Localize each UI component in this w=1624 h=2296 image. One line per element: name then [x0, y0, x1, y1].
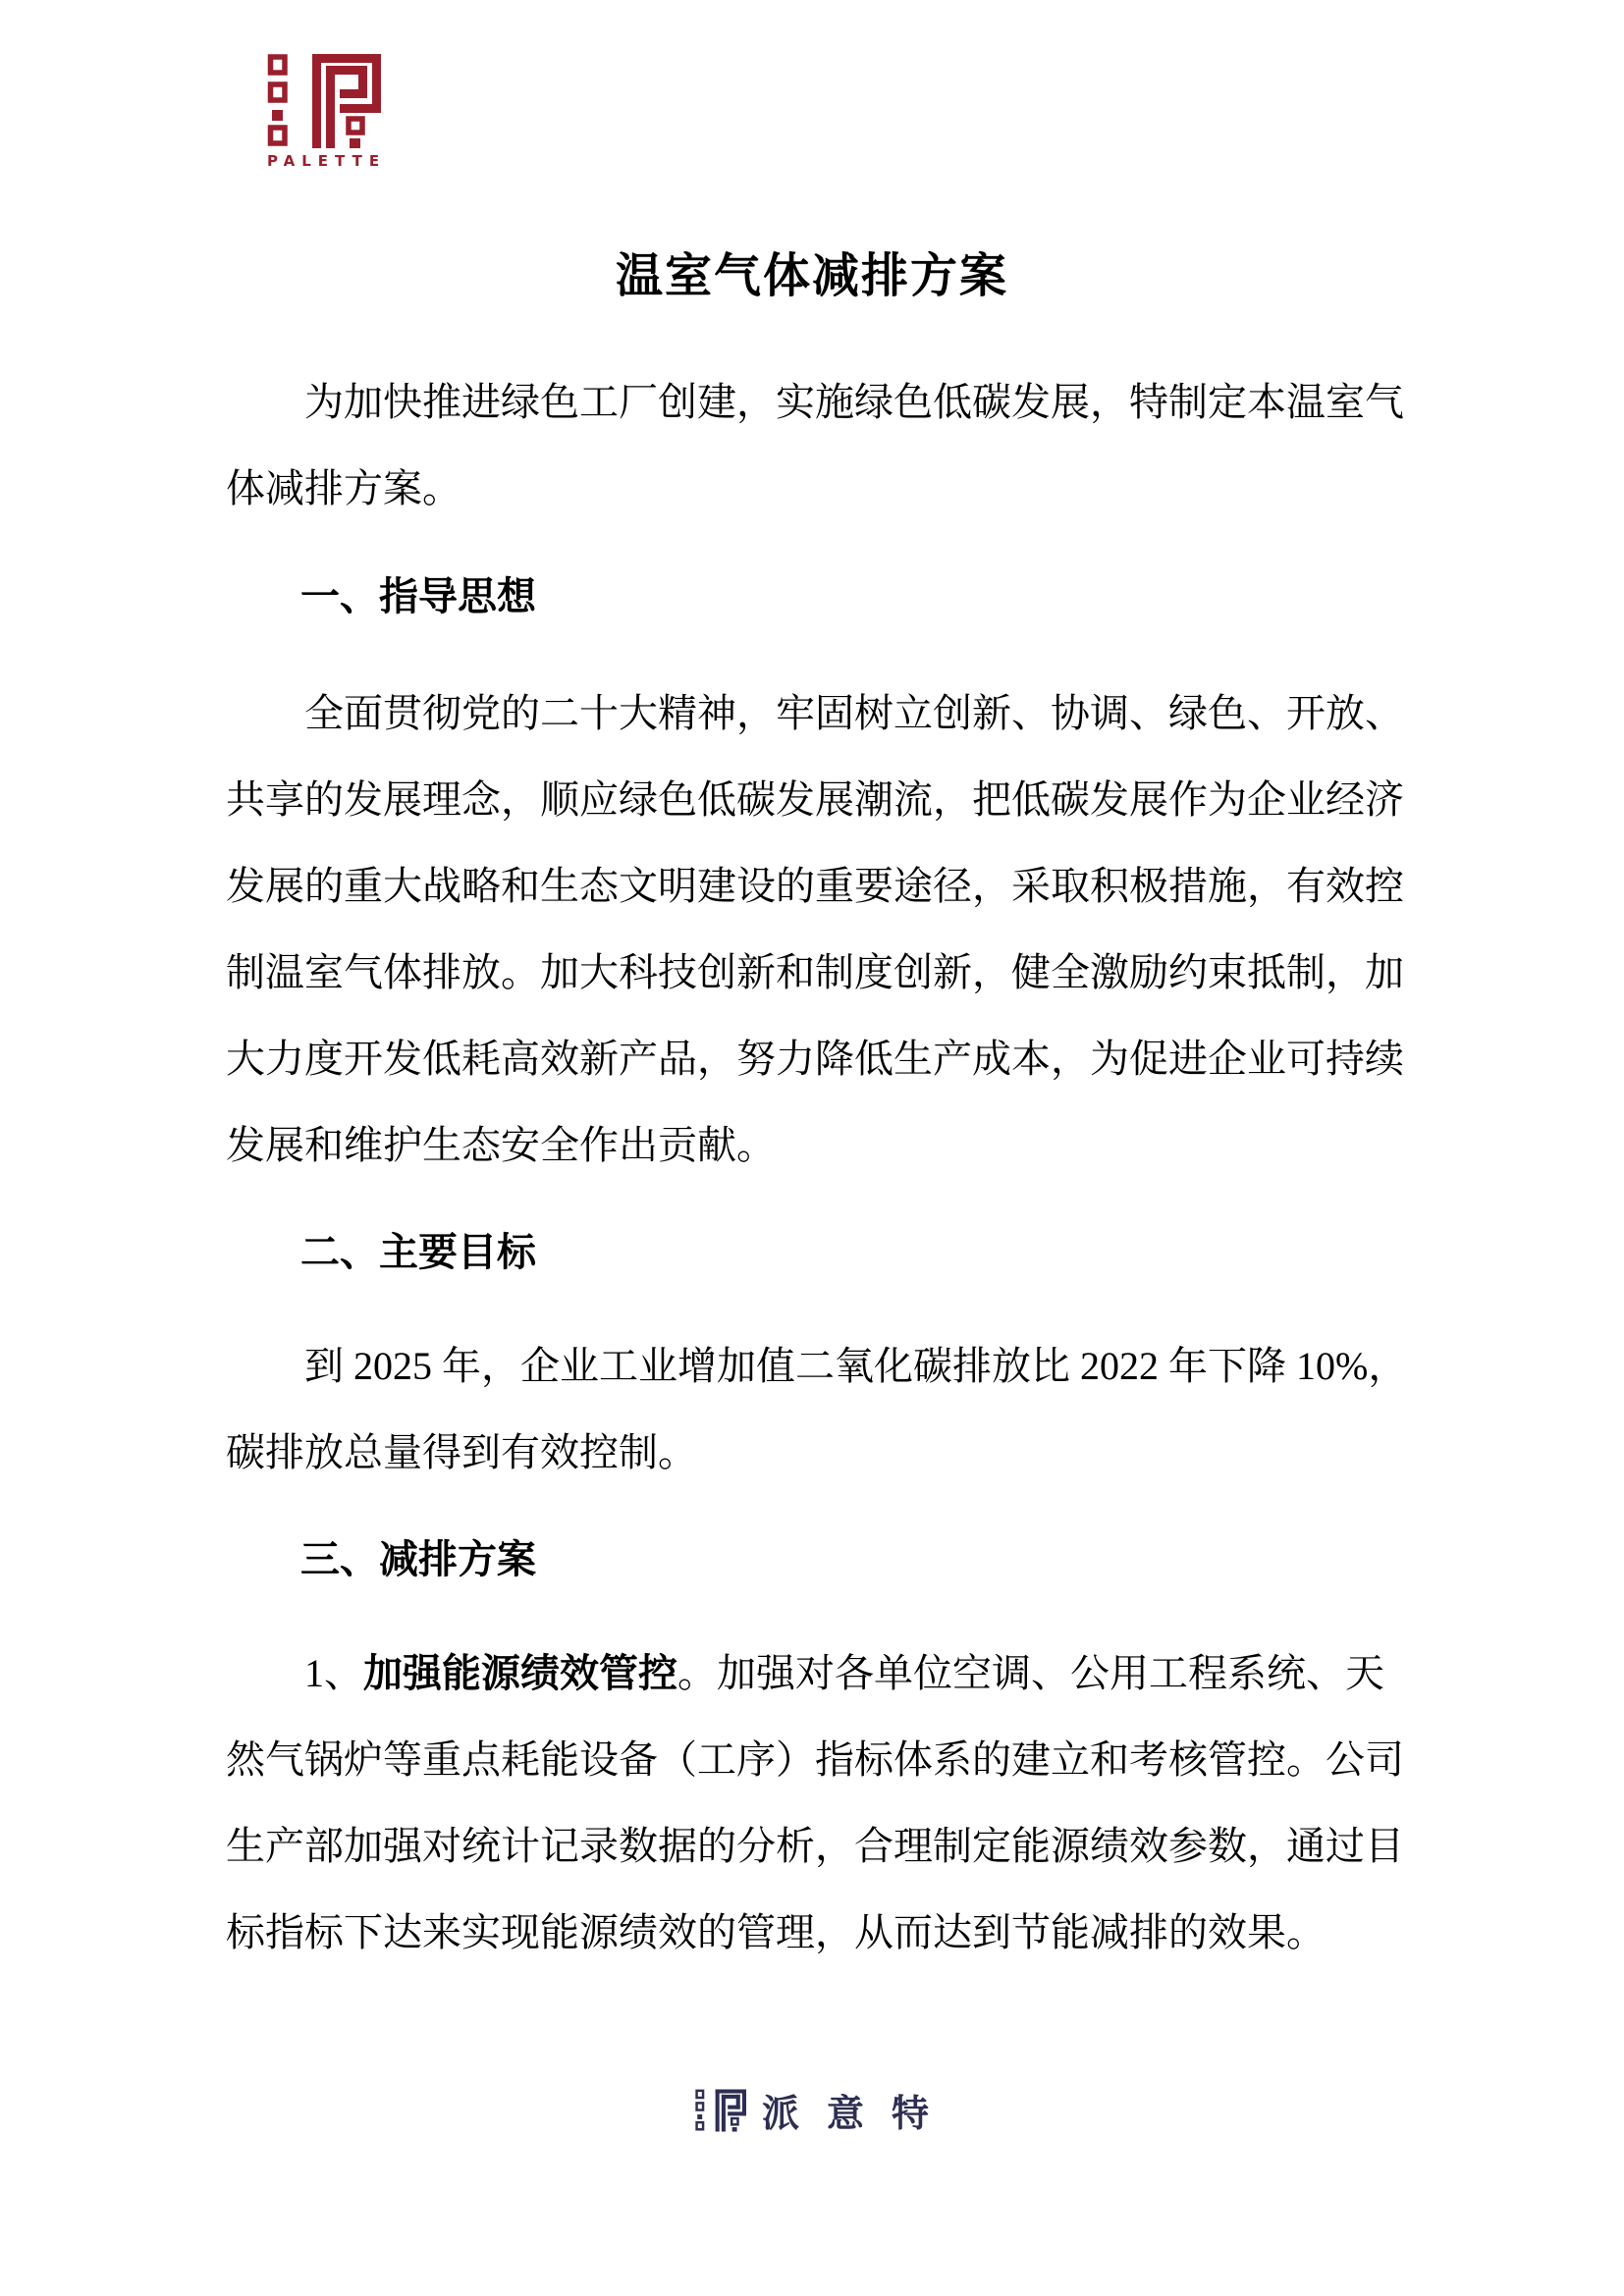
section1-heading-block [226, 554, 1398, 640]
paragraph-line: 共享的发展理念，顺应绿色低碳发展潮流，把低碳发展作为企业经济 [226, 777, 1404, 822]
item-text: 。加强对各单位空调、公用工程系统、天 [677, 1651, 1384, 1695]
footer-logo-mark-icon [695, 2089, 746, 2132]
paragraph-line: 全面贯彻党的二十大精神，牢固树立创新、协调、绿色、开放、 [304, 691, 1404, 735]
paragraph-line: 标指标下达来实现能源绩效的管理，从而达到节能减排的效果。 [226, 1910, 1326, 1954]
paragraph-line: 制温室气体排放。加大科技创新和制度创新，健全激励约束抵制，加 [226, 950, 1404, 994]
paragraph-line [226, 1630, 1398, 1717]
item-bold-lead: 加强能源绩效管控 [363, 1651, 677, 1695]
document-title: 温室气体减排方案 [615, 250, 1008, 302]
paragraph-line: 为加快推进绿色工厂创建，实施绿色低碳发展，特制定本温室气 [304, 380, 1404, 424]
section2-heading-block [226, 1209, 1398, 1296]
paragraph-line: 然气锅炉等重点耗能设备（工序）指标体系的建立和考核管控。公司 [226, 1737, 1404, 1782]
paragraph-line: 体减排方案。 [226, 466, 461, 510]
section2-paragraph [226, 1323, 1408, 1496]
item-number: 1、 [304, 1651, 363, 1695]
footer-logo-wordmark: 派意特 [761, 2092, 956, 2135]
section1-paragraph [226, 670, 1404, 1189]
section-heading: 二、主要目标 [300, 1230, 536, 1275]
paragraph-line: 生产部加强对统计记录数据的分析，合理制定能源绩效参数，通过目 [226, 1824, 1404, 1868]
paragraph-line: 到 2025 年，企业工业增加值二氧化碳排放比 2022 年下降 10%， [304, 1344, 1408, 1388]
paragraph-line: 发展和维护生态安全作出贡献。 [226, 1123, 776, 1167]
paragraph-line: 发展的重大战略和生态文明建设的重要途径，采取积极措施，有效控 [226, 864, 1404, 908]
footer-logo [0, 2083, 1624, 2137]
section-heading: 一、指导思想 [300, 574, 536, 619]
section3-heading-block [226, 1517, 1398, 1603]
paragraph-line: 大力度开发低耗高效新产品，努力降低生产成本，为促进企业可持续 [226, 1037, 1404, 1081]
palette-logo-mark-icon [267, 54, 381, 148]
header-logo [267, 54, 387, 170]
section3-paragraph [226, 1630, 1404, 1976]
section-heading: 三、减排方案 [300, 1537, 536, 1582]
paragraph-line: 碳排放总量得到有效控制。 [226, 1430, 697, 1474]
palette-logo-wordmark: PALETTE [267, 152, 387, 170]
intro-paragraph [226, 359, 1404, 532]
